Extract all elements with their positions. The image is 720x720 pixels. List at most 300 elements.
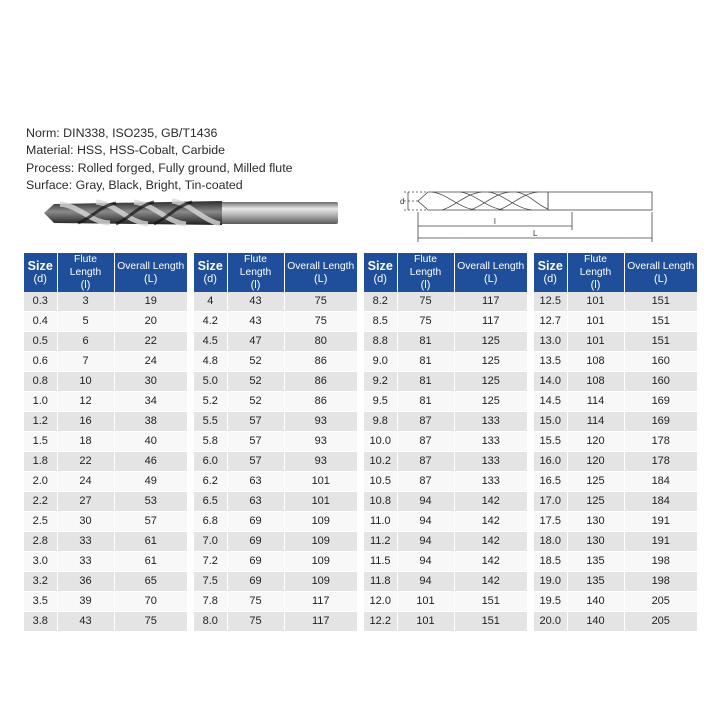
table-row [364,392,527,412]
flute-length-cell: 63 [227,472,284,492]
overall-length-header-symbol: (L) [654,272,668,285]
size-header-symbol: (d) [203,272,217,285]
table-row [194,292,357,312]
overall-length-cell: 125 [454,392,527,412]
flute-length-cell: 75 [397,292,454,312]
drill-bit-photo [40,194,340,230]
overall-length-cell: 20 [114,312,187,332]
overall-length-cell: 101 [284,492,357,512]
overall-length-cell: 75 [114,612,187,632]
flute-length-cell: 125 [567,472,624,492]
overall-length-cell: 205 [624,592,697,612]
flute-length-cell: 87 [397,452,454,472]
table-row [364,532,527,552]
overall-length-header-title: Overall Length [287,260,355,272]
size-cell: 16.5 [534,472,567,492]
size-header-title: Size [537,258,563,273]
overall-length-cell: 61 [114,532,187,552]
size-cell: 0.5 [24,332,57,352]
table-row [534,332,697,352]
flute-length-cell: 114 [567,412,624,432]
overall-length-cell: 191 [624,512,697,532]
table-row [194,512,357,532]
table-row [24,412,187,432]
overall-length-cell: 57 [114,512,187,532]
flute-length-cell: 63 [227,492,284,512]
table-row [24,532,187,552]
overall-length-header-symbol: (L) [484,272,498,285]
table-row [24,452,187,472]
flute-length-cell: 57 [227,432,284,452]
table-row [534,472,697,492]
overall-length-header-symbol: (L) [144,272,158,285]
table-row [364,312,527,332]
flute-length-cell: 27 [57,492,114,512]
size-cell: 5.5 [194,412,227,432]
size-cell: 0.4 [24,312,57,332]
size-cell: 2.0 [24,472,57,492]
overall-length-cell: 93 [284,452,357,472]
size-cell: 2.5 [24,512,57,532]
table-row [364,492,527,512]
overall-length-cell: 22 [114,332,187,352]
overall-length-header [454,253,527,292]
overall-length-cell: 117 [284,612,357,632]
overall-length-cell: 151 [624,312,697,332]
table-row [194,392,357,412]
table-header-row [24,253,187,292]
flute-length-cell: 101 [397,612,454,632]
overall-length-cell: 133 [454,412,527,432]
flute-length-cell: 140 [567,612,624,632]
size-cell: 4.2 [194,312,227,332]
overall-length-cell: 38 [114,412,187,432]
size-cell: 19.5 [534,592,567,612]
flute-length-cell: 39 [57,592,114,612]
table-row [364,552,527,572]
table-row [534,412,697,432]
flute-length-cell: 120 [567,452,624,472]
flute-length-header [227,253,284,292]
flute-length-cell: 114 [567,392,624,412]
overall-length-cell: 49 [114,472,187,492]
size-cell: 19.0 [534,572,567,592]
size-cell: 1.0 [24,392,57,412]
size-cell: 2.8 [24,532,57,552]
table-row [194,372,357,392]
size-tables [24,253,698,627]
table-row [534,452,697,472]
table-row [194,452,357,472]
size-cell: 11.5 [364,552,397,572]
overall-length-cell: 101 [284,472,357,492]
flute-length-header-symbol: (l) [80,279,91,291]
size-cell: 6.0 [194,452,227,472]
table-row [24,332,187,352]
size-cell: 15.5 [534,432,567,452]
flute-length-cell: 57 [227,412,284,432]
flute-length-header-title: Flute Length [409,254,442,278]
overall-length-cell: 125 [454,352,527,372]
overall-length-cell: 40 [114,432,187,452]
flute-length-cell: 87 [397,432,454,452]
size-cell: 1.8 [24,452,57,472]
flute-length-cell: 33 [57,532,114,552]
table-row [194,612,357,632]
overall-length-cell: 125 [454,332,527,352]
size-header-symbol: (d) [373,272,387,285]
flute-length-cell: 87 [397,412,454,432]
flute-length-header [57,253,114,292]
size-cell: 9.2 [364,372,397,392]
overall-length-cell: 178 [624,452,697,472]
size-cell: 6.5 [194,492,227,512]
flute-length-cell: 43 [227,292,284,312]
table-row [24,552,187,572]
table-row [534,612,697,632]
flute-length-cell: 52 [227,372,284,392]
table-row [364,512,527,532]
flute-length-header-title: Flute Length [579,254,612,278]
flute-length-cell: 69 [227,572,284,592]
table-row [534,352,697,372]
size-cell: 14.0 [534,372,567,392]
overall-length-cell: 142 [454,532,527,552]
size-cell: 10.2 [364,452,397,472]
table-row [364,352,527,372]
flute-length-cell: 108 [567,352,624,372]
flute-length-cell: 120 [567,432,624,452]
size-cell: 17.5 [534,512,567,532]
size-cell: 11.2 [364,532,397,552]
overall-length-cell: 169 [624,412,697,432]
table-row [194,332,357,352]
overall-length-cell: 80 [284,332,357,352]
table-row [364,592,527,612]
overall-length-cell: 75 [284,292,357,312]
table-row [534,592,697,612]
flute-length-cell: 140 [567,592,624,612]
size-cell: 12.0 [364,592,397,612]
overall-length-cell: 109 [284,532,357,552]
table-row [534,572,697,592]
flute-length-cell: 43 [227,312,284,332]
size-cell: 3.0 [24,552,57,572]
table-row [194,492,357,512]
l-label: l [494,217,496,226]
size-cell: 12.5 [534,292,567,312]
size-cell: 6.8 [194,512,227,532]
size-cell: 4 [194,292,227,312]
table-row [194,552,357,572]
table-row [194,432,357,452]
flute-length-cell: 94 [397,492,454,512]
flute-length-cell: 108 [567,372,624,392]
flute-length-cell: 43 [57,612,114,632]
overall-length-cell: 86 [284,352,357,372]
flute-length-cell: 130 [567,512,624,532]
flute-length-cell: 3 [57,292,114,312]
table-row [534,312,697,332]
overall-length-cell: 205 [624,612,697,632]
size-table-1 [24,253,187,632]
size-header-symbol: (d) [33,272,47,285]
flute-length-cell: 87 [397,472,454,492]
overall-length-cell: 109 [284,512,357,532]
size-cell: 7.2 [194,552,227,572]
overall-length-cell: 75 [284,312,357,332]
flute-length-cell: 33 [57,552,114,572]
flute-length-cell: 5 [57,312,114,332]
d-label: d [400,197,405,206]
table-row [24,612,187,632]
size-cell: 9.0 [364,352,397,372]
table-row [534,292,697,312]
table-row [534,392,697,412]
size-cell: 8.0 [194,612,227,632]
flute-length-cell: 125 [567,492,624,512]
table-row [364,292,527,312]
overall-length-cell: 70 [114,592,187,612]
table-row [364,332,527,352]
flute-length-cell: 94 [397,552,454,572]
table-row [194,532,357,552]
overall-length-cell: 93 [284,412,357,432]
size-cell: 5.8 [194,432,227,452]
table-row [194,412,357,432]
size-cell: 7.8 [194,592,227,612]
overall-length-cell: 125 [454,372,527,392]
table-row [24,292,187,312]
flute-length-cell: 101 [567,312,624,332]
flute-length-cell: 47 [227,332,284,352]
flute-length-cell: 69 [227,532,284,552]
size-cell: 6.2 [194,472,227,492]
flute-length-cell: 6 [57,332,114,352]
overall-length-cell: 160 [624,372,697,392]
flute-length-cell: 10 [57,372,114,392]
overall-length-cell: 133 [454,452,527,472]
drill-dimension-diagram [398,180,663,246]
overall-length-cell: 86 [284,392,357,412]
size-cell: 1.5 [24,432,57,452]
size-cell: 13.0 [534,332,567,352]
size-cell: 8.8 [364,332,397,352]
size-cell: 16.0 [534,452,567,472]
size-table-2 [194,253,357,632]
overall-length-cell: 109 [284,552,357,572]
size-cell: 9.5 [364,392,397,412]
flute-length-cell: 52 [227,352,284,372]
flute-length-header-title: Flute Length [69,254,102,278]
size-cell: 3.5 [24,592,57,612]
overall-length-cell: 117 [454,292,527,312]
flute-length-cell: 94 [397,512,454,532]
table-row [24,592,187,612]
overall-length-cell: 184 [624,492,697,512]
size-cell: 20.0 [534,612,567,632]
overall-length-cell: 169 [624,392,697,412]
size-cell: 5.0 [194,372,227,392]
flute-length-cell: 94 [397,572,454,592]
table-header-row [364,253,527,292]
overall-length-cell: 133 [454,432,527,452]
flute-length-cell: 22 [57,452,114,472]
table-row [24,392,187,412]
flute-length-cell: 24 [57,472,114,492]
table-row [364,472,527,492]
table-row [194,352,357,372]
flute-length-cell: 52 [227,392,284,412]
table-row [534,372,697,392]
flute-length-cell: 81 [397,332,454,352]
table-row [24,492,187,512]
table-row [364,452,527,472]
flute-length-cell: 81 [397,392,454,412]
overall-length-cell: 178 [624,432,697,452]
table-row [24,372,187,392]
flute-length-cell: 94 [397,532,454,552]
size-table-4 [534,253,697,632]
overall-length-cell: 160 [624,352,697,372]
overall-length-cell: 117 [454,312,527,332]
size-header [534,253,567,292]
flute-length-header-symbol: (l) [420,279,431,291]
size-cell: 9.8 [364,412,397,432]
norm-line: Norm: DIN338, ISO235, GB/T1436 [26,126,218,140]
overall-length-cell: 191 [624,532,697,552]
overall-length-cell: 61 [114,552,187,572]
flute-length-cell: 135 [567,552,624,572]
size-cell: 14.5 [534,392,567,412]
overall-length-cell: 142 [454,552,527,572]
surface-line: Surface: Gray, Black, Bright, Tin-coated [26,178,243,193]
overall-length-cell: 184 [624,472,697,492]
size-cell: 2.2 [24,492,57,512]
size-cell: 18.0 [534,532,567,552]
process-line: Process: Rolled forged, Fully ground, Milled flute [26,160,293,175]
table-row [194,312,357,332]
overall-length-cell: 151 [624,332,697,352]
size-cell: 7.5 [194,572,227,592]
flute-length-cell: 101 [567,292,624,312]
size-cell: 10.0 [364,432,397,452]
overall-length-cell: 34 [114,392,187,412]
flute-length-cell: 81 [397,352,454,372]
size-cell: 12.7 [534,312,567,332]
flute-length-header-title: Flute Length [239,254,272,278]
table-row [534,492,697,512]
table-row [194,472,357,492]
table-row [364,372,527,392]
overall-length-header-title: Overall Length [457,260,525,272]
size-cell: 15.0 [534,412,567,432]
overall-length-cell: 19 [114,292,187,312]
table-row [24,472,187,492]
size-cell: 5.2 [194,392,227,412]
overall-length-header-symbol: (L) [314,272,328,285]
overall-length-cell: 24 [114,352,187,372]
overall-length-header [624,253,697,292]
flute-length-cell: 81 [397,372,454,392]
flute-length-cell: 12 [57,392,114,412]
table-header-row [534,253,697,292]
overall-length-header-title: Overall Length [627,260,695,272]
overall-length-cell: 117 [284,592,357,612]
flute-length-cell: 16 [57,412,114,432]
table-row [364,412,527,432]
overall-length-cell: 65 [114,572,187,592]
overall-length-cell: 151 [624,292,697,312]
overall-length-cell: 151 [454,592,527,612]
flute-length-cell: 57 [227,452,284,472]
flute-length-cell: 130 [567,532,624,552]
overall-length-cell: 86 [284,372,357,392]
table-row [534,552,697,572]
size-cell: 8.5 [364,312,397,332]
size-cell: 4.8 [194,352,227,372]
size-header-title: Size [367,258,393,273]
size-table-3 [364,253,527,632]
flute-length-header [567,253,624,292]
flute-length-cell: 135 [567,572,624,592]
size-header [194,253,227,292]
table-row [24,432,187,452]
size-cell: 3.8 [24,612,57,632]
overall-length-cell: 109 [284,572,357,592]
flute-length-cell: 69 [227,552,284,572]
size-cell: 3.2 [24,572,57,592]
table-row [24,512,187,532]
overall-length-cell: 142 [454,492,527,512]
size-cell: 1.2 [24,412,57,432]
size-header-title: Size [27,258,53,273]
overall-length-cell: 46 [114,452,187,472]
overall-length-header [114,253,187,292]
overall-length-cell: 142 [454,572,527,592]
flute-length-cell: 18 [57,432,114,452]
size-header [364,253,397,292]
table-row [364,432,527,452]
overall-length-cell: 198 [624,552,697,572]
size-cell: 4.5 [194,332,227,352]
overall-length-cell: 53 [114,492,187,512]
L-label: L [533,229,538,238]
overall-length-cell: 198 [624,572,697,592]
flute-length-header-symbol: (l) [590,279,601,291]
size-cell: 10.5 [364,472,397,492]
overall-length-cell: 93 [284,432,357,452]
table-row [364,572,527,592]
size-cell: 11.8 [364,572,397,592]
size-header-title: Size [197,258,223,273]
table-row [24,572,187,592]
table-header-row [194,253,357,292]
material-line: Material: HSS, HSS-Cobalt, Carbide [26,143,226,158]
table-row [194,592,357,612]
spec-list [26,125,293,195]
size-cell: 12.2 [364,612,397,632]
overall-length-cell: 30 [114,372,187,392]
overall-length-cell: 133 [454,472,527,492]
table-row [534,512,697,532]
flute-length-cell: 30 [57,512,114,532]
size-cell: 13.5 [534,352,567,372]
table-row [364,612,527,632]
size-cell: 7.0 [194,532,227,552]
flute-length-cell: 75 [397,312,454,332]
table-row [534,532,697,552]
